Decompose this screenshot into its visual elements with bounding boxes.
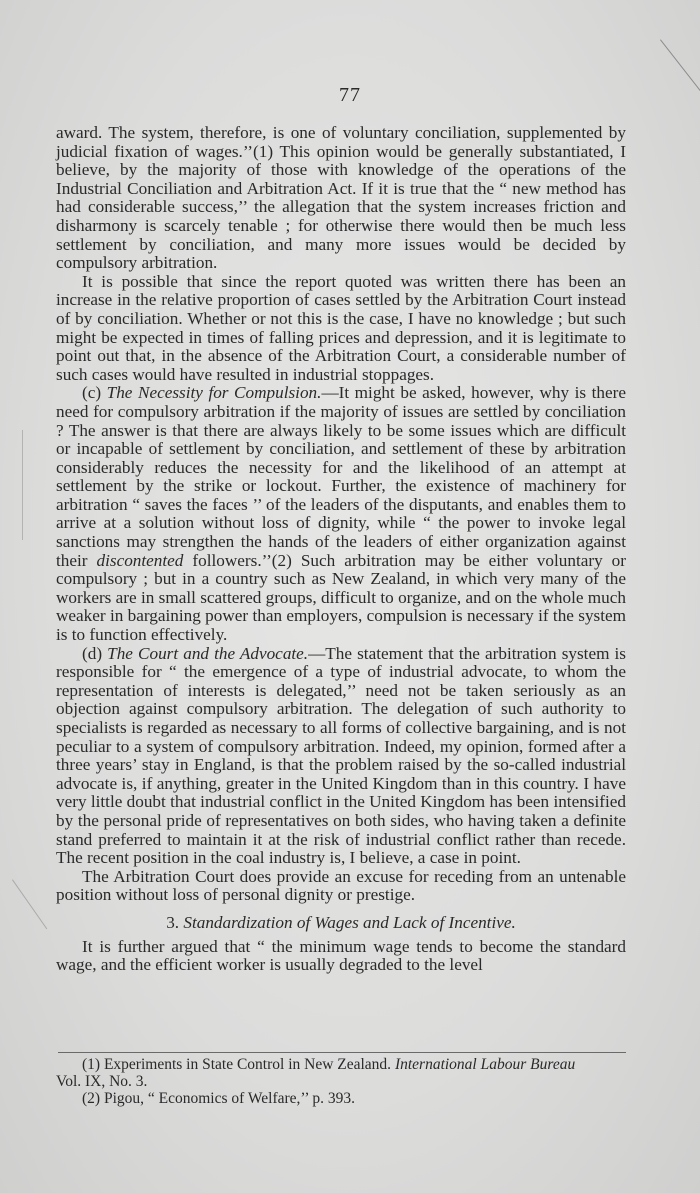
section-c-text-a: —It might be asked, however, why is there need for compulsory arbitration if the majority of issues are settled by conciliation ? The answer is that there are always likely to be some issues which are difficult or incapable of settlement by conciliation, and settlement of these by arbitration considerably reduces the necessity for and the likelihood of an attempt at settlement by the strike or lockout. Further, the existence of machinery for arbitration “ saves the faces ’’ of the leaders of the disputants, and enables them to arrive at a solution without loss of dignity, while “ the power to invoke legal sanctions may strengthen the hands of the leaders of either organization against their (56, 383, 626, 570)
paragraph-continuation: award. The system, therefore, is one of voluntary conciliation, supplemented by judicial fixation of wages.’’(1) This opinion would be generally substantiated, I believe, by the majority of those with knowledge of the operations of the Industrial Conciliation and Arbitration Act. If it is true that the “ new method has had considerable success,’’ the allegation that the system increases friction and disharmony is scarcely tenable ; for otherwise there would then be much less settlement by conciliation, and many more issues would be decided by compulsory arbitration. (56, 123, 626, 273)
footnote-divider (58, 1052, 626, 1053)
footnote-1-source: International Labour Bureau (394, 1056, 576, 1073)
section-3-heading (56, 914, 626, 933)
footnote-1 (56, 1056, 626, 1073)
section-c-heading: The Necessity for Compulsion. (106, 383, 322, 403)
footnotes (56, 1056, 626, 1107)
section-c-paragraph (56, 384, 626, 644)
final-paragraph: It is further argued that “ the minimum wage tends to become the standard wage, and the efficient worker is usually degraded to the level (56, 936, 626, 975)
section-c-emphasis: discontented (96, 550, 184, 570)
body-text (56, 124, 626, 975)
scan-mark-left (22, 430, 23, 540)
paragraph: It is possible that since the report quoted was written there has been an increase in the relative proportion of cases settled by the Arbitration Court instead of by conciliation. Whether or not this is the case, I have no knowledge ; but such might be expected in times of falling prices and depression, and it is legitimate to point out that, in the absence of the Arbitration Court, a considerable number of such cases would have resulted in industrial stoppages. (56, 271, 626, 384)
section-d-label: (d) (82, 643, 103, 663)
section-d-paragraph (56, 645, 626, 868)
section-3-title: Standardization of Wages and Lack of Incentive. (183, 912, 516, 932)
section-3-label: 3. (166, 912, 180, 932)
section-d-heading: The Court and the Advocate. (107, 643, 309, 663)
footnote-2: (2) Pigou, “ Economics of Welfare,’’ p. 393. (82, 1090, 355, 1107)
closing-paragraph: The Arbitration Court does provide an excuse for receding from an untenable position without loss of personal dignity or prestige. (56, 866, 626, 905)
scan-mark-left-lower (12, 879, 47, 929)
footnote-1-continuation: Vol. IX, No. 3. (56, 1073, 148, 1090)
section-d-text: —The statement that the arbitration system is responsible for “ the emergence of a type of industrial advocate, to whom the representation of interests is delegated,’’ need not be taken seriously as an objection against compulsory arbitration. The delegation of such authority to specialists is regarded as necessary to all forms of collective bargaining, and is not peculiar to a system of compulsory arbitration. Indeed, my opinion, formed after a three years’ stay in England, is that the problem raised by the so-called industrial advocate is, if anything, greater in the United Kingdom than in this country. I have very little doubt that industrial conflict in the United Kingdom has been intensified by the personal pride of representatives on both sides, who having taken a definite stand preferred to maintain it at the risk of industrial conflict rather than recede. The recent position in the coal industry is, I believe, a case in point. (56, 643, 626, 868)
page-number: 77 (339, 84, 361, 106)
footnote-1-text: (1) Experiments in State Control in New Zealand. (82, 1056, 392, 1073)
section-c-text-b: followers.’’(2) Such arbitration may be either voluntary or compulsory ; but in a country such as New Zealand, in which very many of the workers are in small scattered groups, difficult to organize, and on the whole much weaker in bargaining power than employers, compulsion is necessary if the system is to function effectively. (56, 550, 627, 645)
section-c-label: (c) (82, 383, 102, 403)
